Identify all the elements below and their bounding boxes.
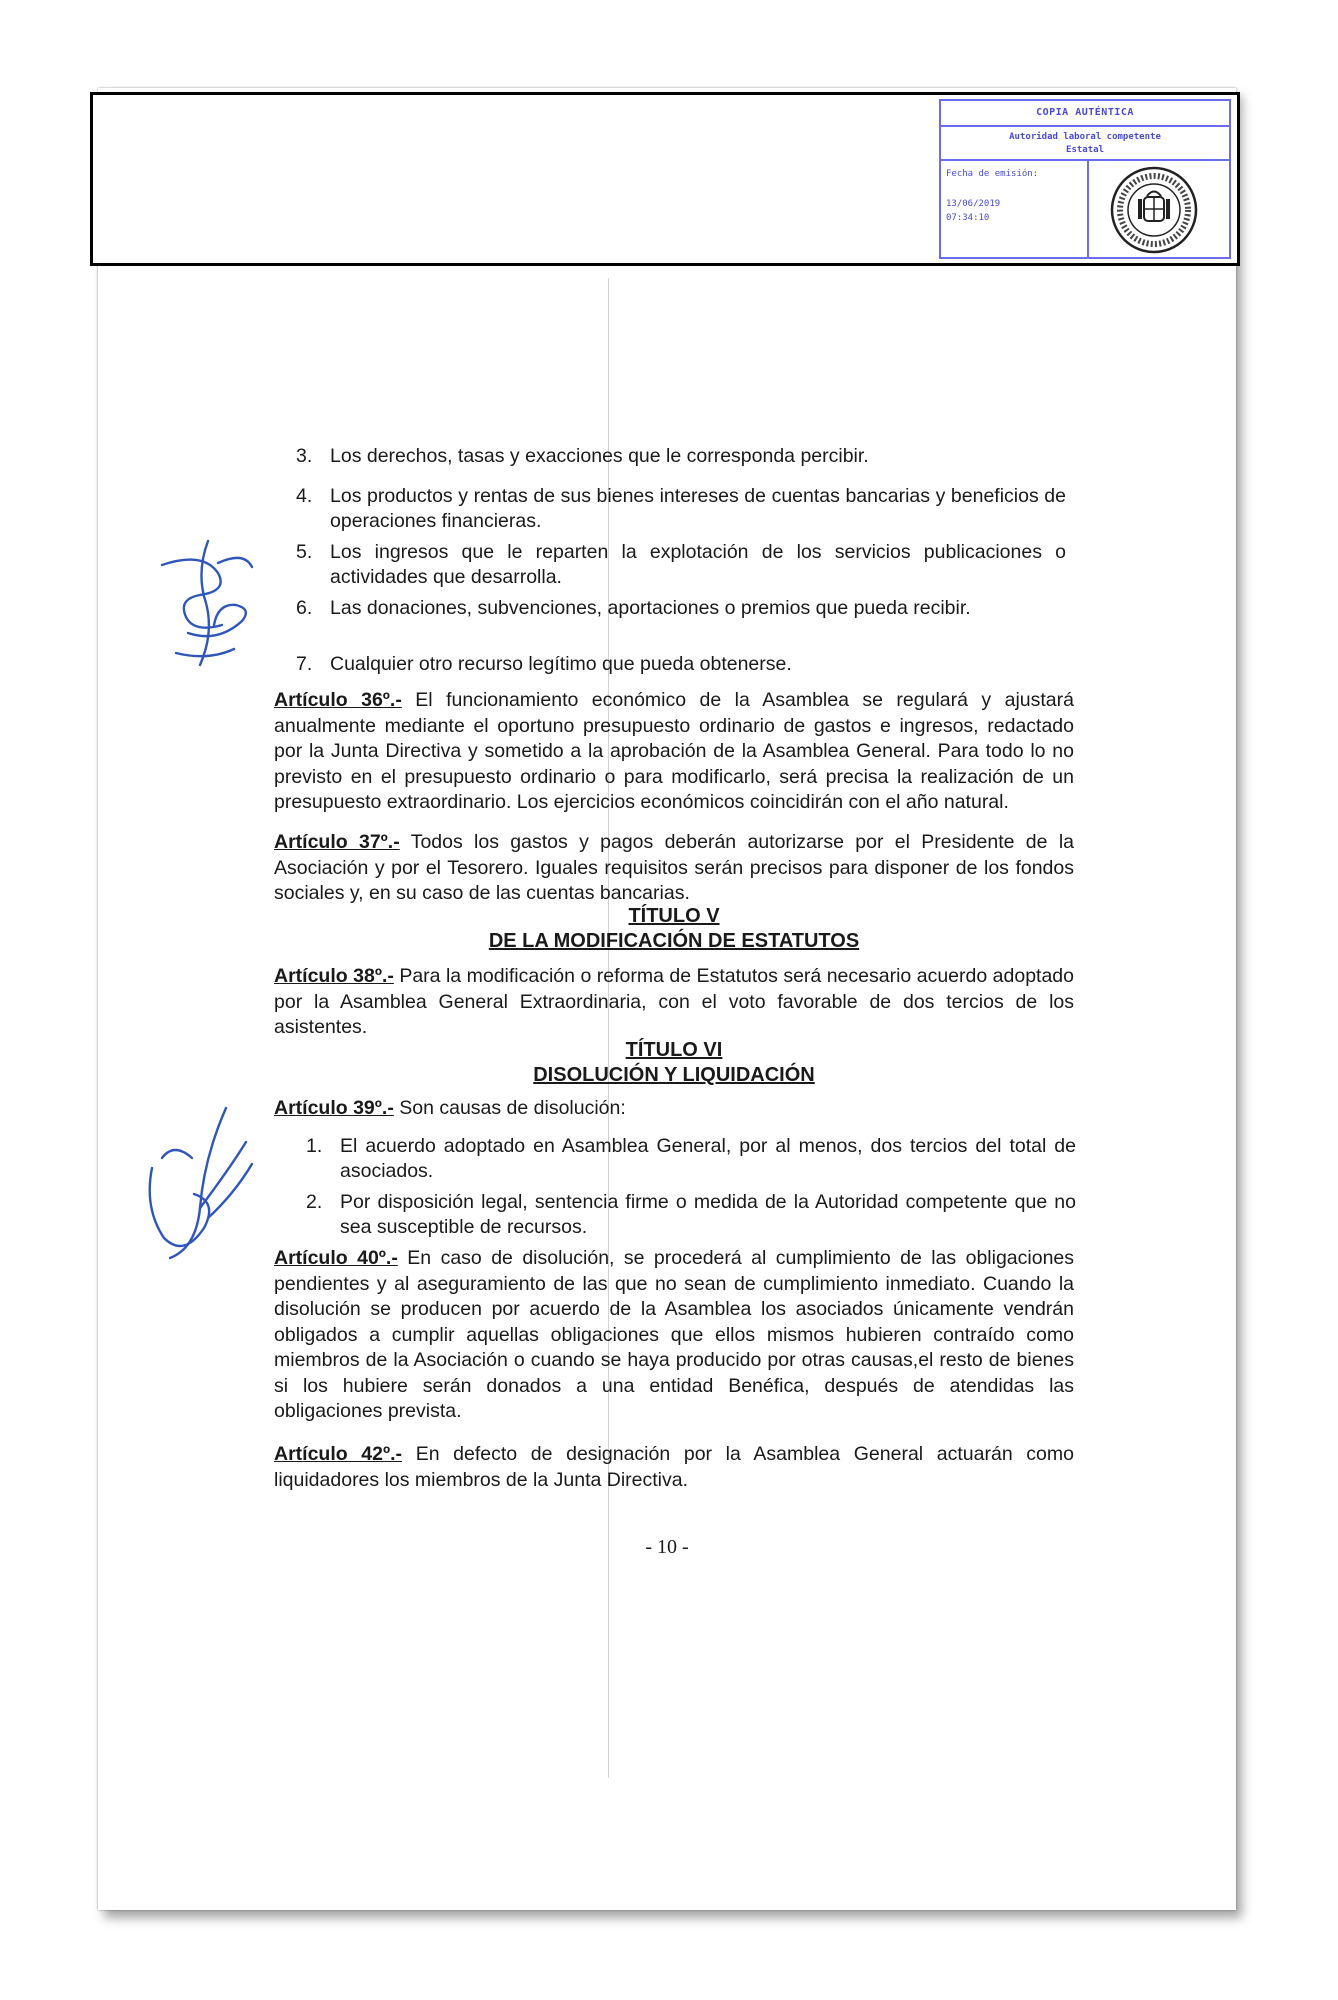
article-36 bbox=[274, 688, 1074, 816]
article-39 bbox=[274, 1096, 1074, 1122]
page-content: 3. Los derechos, tasas y exacciones que le corresponda percibir. 4. Los productos y rentas de sus bienes intereses de cuentas bancarias y beneficios de operaciones financieras. 5. Los ingresos que le reparten la explotación de los servicios publicaciones o actividades que desarrolla. 6. Las donaciones, subvenciones, aportaciones o premios que pueda recibir. 7. Cualquier otro recurso legítimo que pueda obtenerse. Artículo 36º.- El funcionamiento económico de la Asamblea se regulará y ajustará anualmente mediante el oportuno presupuesto ordinario de gastos e ingresos, redactado por la Junta Directiva y sometido a la aprobación de la Asamblea General. Para todo lo no previsto en el presupuesto ordinario o para modificarlo, será precisa la realización de un presupuesto extraordinario. Los ejercicios económicos coincidirán con el año natural. Artículo 37º.- Todos los gastos y pagos deberán autorizarse por el Presidente de la Asociación y por el Tesorero. Iguales requisitos serán precisos para disponer de los fondos sociales y, en su caso de las cuentas bancarias. TÍTULO V DE LA MODIFICACIÓN DE ESTATUTOS Artículo 38º.- Para la modificación o reforma de Estatutos será necesario acuerdo adoptado por la Asamblea General Extraordinaria, con el voto favorable de dos tercios de los asistentes. TÍTULO VI DISOLUCIÓN Y LIQUIDACIÓN Artículo 39º.- Son causas de disolución: 1. El acuerdo adoptado en Asamblea General, por al menos, dos tercios del total de asociados. 2. Por disposición legal, sentencia firme o medida de la Autoridad competente que no sea susceptible de recursos. Artículo 40º.- En caso de disolución, se procederá al cumplimiento de las obligaciones pendientes y al aseguramiento de las que no sean de cumplimiento inmediato. Cuando la disolución se producen por acuerdo de la Asamblea los asociados únicamente vendrán obligados a cumplir aquellas obligaciones que ellos mismos hubieren contraído como miembros de la Asociación o cuando se haya producido por otras causas,el resto de bienes si los hubiere serán donados a una entidad Benéfica, después de atendidas las obligaciones prevista. Artículo 42º.- En defecto de designación por la Asamblea General actuarán como liquidadores los miembros de la Junta Directiva. - 10 - bbox=[98, 88, 1236, 1910]
article-36-text: El funcionamiento económico de la Asamblea se regulará y ajustará anualmente mediante el oportuno presupuesto ordinario de gastos e ingresos, redactado por la Junta Directiva y sometido a la aprobación de la Asamblea General. Para todo lo no previsto en el presupuesto ordinario o para modificarlo, será precisa la realización de un presupuesto extraordinario. Los ejercicios económicos coincidirán con el año natural. bbox=[274, 689, 1074, 813]
title-5-number: TÍTULO V bbox=[628, 905, 720, 927]
stamp-date: 13/06/2019 bbox=[946, 199, 1001, 209]
page-number: - 10 - bbox=[645, 1536, 689, 1558]
title-6-heading bbox=[274, 1038, 1074, 1088]
stamp-date-label: Fecha de emisión: bbox=[946, 169, 1039, 179]
article-38-label: Artículo 38º.- bbox=[274, 965, 394, 987]
stamp-title: COPIA AUTÉNTICA bbox=[941, 101, 1229, 127]
article-36-label: Artículo 36º.- bbox=[274, 689, 402, 711]
document-page bbox=[98, 88, 1236, 1910]
signature-bottom-icon bbox=[134, 1098, 264, 1268]
article-40 bbox=[274, 1246, 1074, 1425]
stamp-time: 07:34:10 bbox=[946, 213, 990, 223]
signature-top-icon bbox=[148, 533, 268, 683]
title-5-heading bbox=[274, 904, 1074, 954]
article-37-text: Todos los gastos y pagos deberán autorizarse por el Presidente de la Asociación y por el Tesorero. Iguales requisitos serán precisos para disponer de los fondos sociales y, en su caso de las cuentas bancarias. bbox=[274, 831, 1074, 904]
article-39-label: Artículo 39º.- bbox=[274, 1097, 394, 1119]
article-39-text: Son causas de disolución: bbox=[393, 1097, 626, 1119]
article-40-text: En caso de disolución, se procederá al cumplimiento de las obligaciones pendientes y al aseguramiento de las que no sean de cumplimiento inmediato. Cuando la disolución se producen por acuerdo de la Asamblea los asociados únicamente vendrán obligados a cumplir aquellas obligaciones que ellos mismos hubieren contraído como miembros de la Asociación o cuando se haya producido por otras causas,el resto de bienes si los hubiere serán donados a una entidad Benéfica, después de atendidas las obligaciones prevista. bbox=[274, 1247, 1075, 1422]
article-38-text: Para la modificación o reforma de Estatutos será necesario acuerdo adoptado por la Asamblea General Extraordinaria, con el voto favorable de dos tercios de los asistentes. bbox=[274, 965, 1074, 1038]
article-42-text: En defecto de designación por la Asamblea General actuarán como liquidadores los miembros de la Junta Directiva. bbox=[274, 1443, 1074, 1491]
stamp-authority-line2: Estatal bbox=[1066, 145, 1104, 155]
article-37-label: Artículo 37º.- bbox=[274, 831, 400, 853]
title-6-name: DISOLUCIÓN Y LIQUIDACIÓN bbox=[533, 1064, 815, 1086]
article-40-label: Artículo 40º.- bbox=[274, 1247, 398, 1269]
stamp-authority-line1: Autoridad laboral competente bbox=[1009, 132, 1161, 142]
article-38 bbox=[274, 964, 1074, 1041]
title-6-number: TÍTULO VI bbox=[625, 1039, 723, 1061]
article-42 bbox=[274, 1442, 1074, 1493]
title-5-name: DE LA MODIFICACIÓN DE ESTATUTOS bbox=[488, 930, 860, 952]
article-42-label: Artículo 42º.- bbox=[274, 1443, 403, 1465]
article-37 bbox=[274, 830, 1074, 907]
